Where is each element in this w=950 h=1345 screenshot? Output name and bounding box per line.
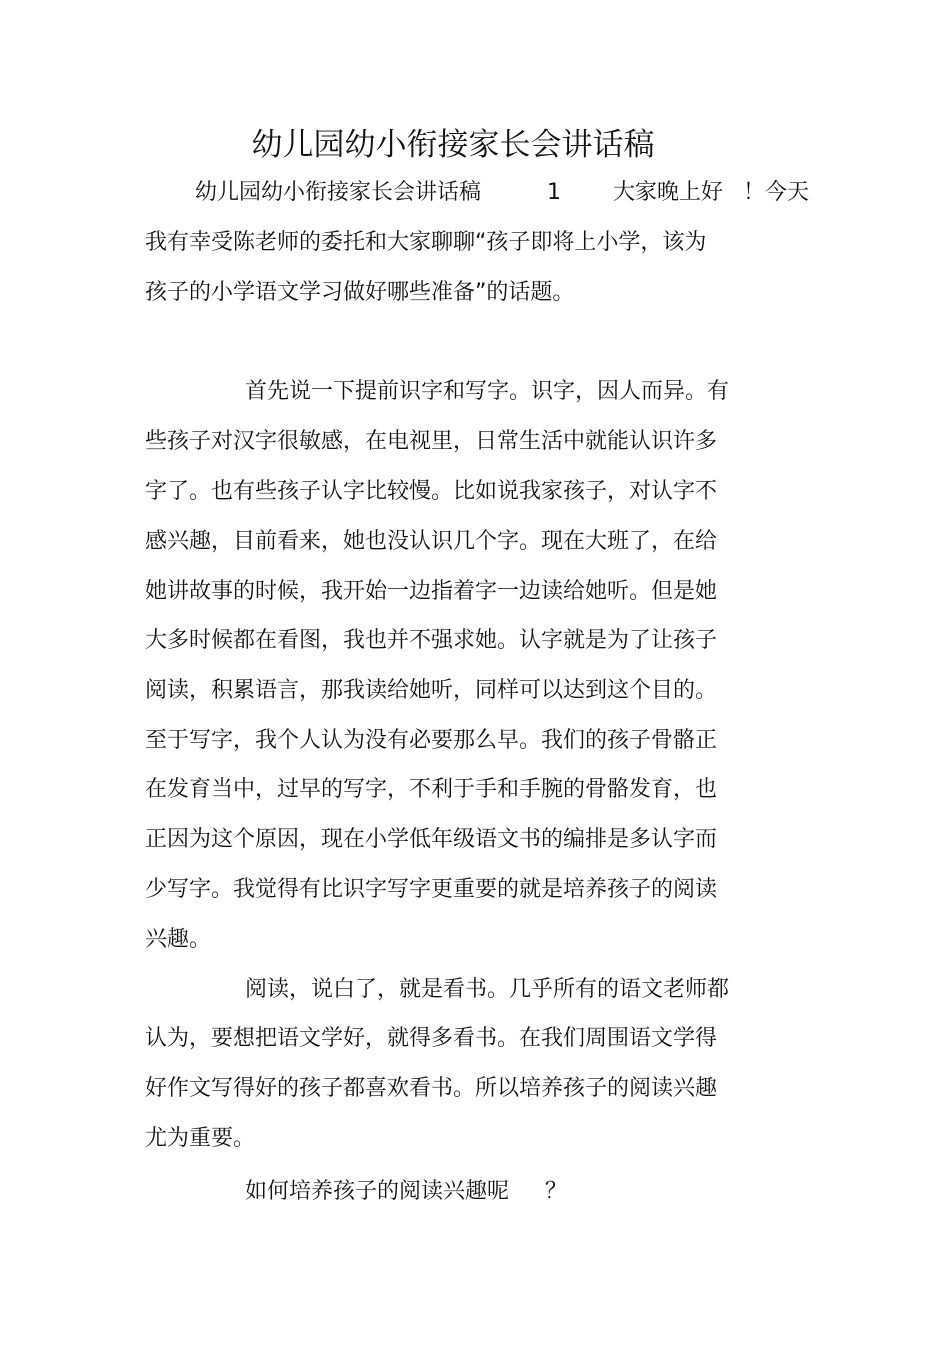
para1-line: 正因为这个原因，现在小学低年级语文书的编排是多认字而 — [145, 827, 718, 852]
intro-line: 孩子的小学语文学习做好哪些准备”的话题。 — [145, 280, 575, 305]
para2-line: 阅读，说白了，就是看书。几乎所有的语文老师都 — [245, 977, 730, 1002]
para1-line: 她讲故事的时候，我开始一边指着字一边读给她听。但是她 — [145, 579, 718, 604]
intro-greeting-cont: ！今天 — [743, 180, 810, 205]
intro-greeting: 大家晚上好 — [613, 180, 724, 205]
question-line — [245, 1177, 605, 1207]
para2-line: 认为，要想把语文学好，就得多看书。在我们周围语文学得 — [145, 1026, 718, 1051]
para1-line: 感兴趣，目前看来，她也没认识几个字。现在大班了，在给 — [145, 529, 718, 554]
para1-line: 少写字。我觉得有比识字写字更重要的就是培养孩子的阅读 — [145, 877, 718, 902]
para1-line: 首先说一下提前识字和写字。识字，因人而异。有 — [245, 379, 730, 404]
question-text: 如何培养孩子的阅读兴趣呢 — [245, 1179, 510, 1204]
question-mark: ？ — [545, 1179, 568, 1204]
para1-line: 至于写字，我个人认为没有必要那么早。我们的孩子骨骼正 — [145, 728, 718, 753]
para2-line: 尤为重要。 — [145, 1126, 256, 1151]
para1-line: 在发育当中，过早的写字，不利于手和手腕的骨骼发育，也 — [145, 777, 718, 802]
intro-first-line — [195, 178, 835, 208]
para1-line: 字了。也有些孩子认字比较慢。比如说我家孩子，对认字不 — [145, 479, 718, 504]
intro-subtitle: 幼儿园幼小衔接家长会讲话稿 — [195, 180, 482, 205]
intro-line: 我有幸受陈老师的委托和大家聊聊“孩子即将上小学，该为 — [145, 230, 707, 255]
para1-line: 大多时候都在看图，我也并不强求她。认字就是为了让孩子 — [145, 628, 718, 653]
document-title: 幼儿园幼小衔接家长会讲话稿 — [251, 127, 655, 163]
para1-line: 兴趣。 — [145, 927, 212, 952]
intro-number: 1 — [547, 180, 561, 205]
para2-line: 好作文写得好的孩子都喜欢看书。所以培养孩子的阅读兴趣 — [145, 1076, 718, 1101]
para1-line: 阅读，积累语言，那我读给她听，同样可以达到这个目的。 — [145, 678, 718, 703]
para1-line: 些孩子对汉字很敏感，在电视里，日常生活中就能认识许多 — [145, 429, 718, 454]
